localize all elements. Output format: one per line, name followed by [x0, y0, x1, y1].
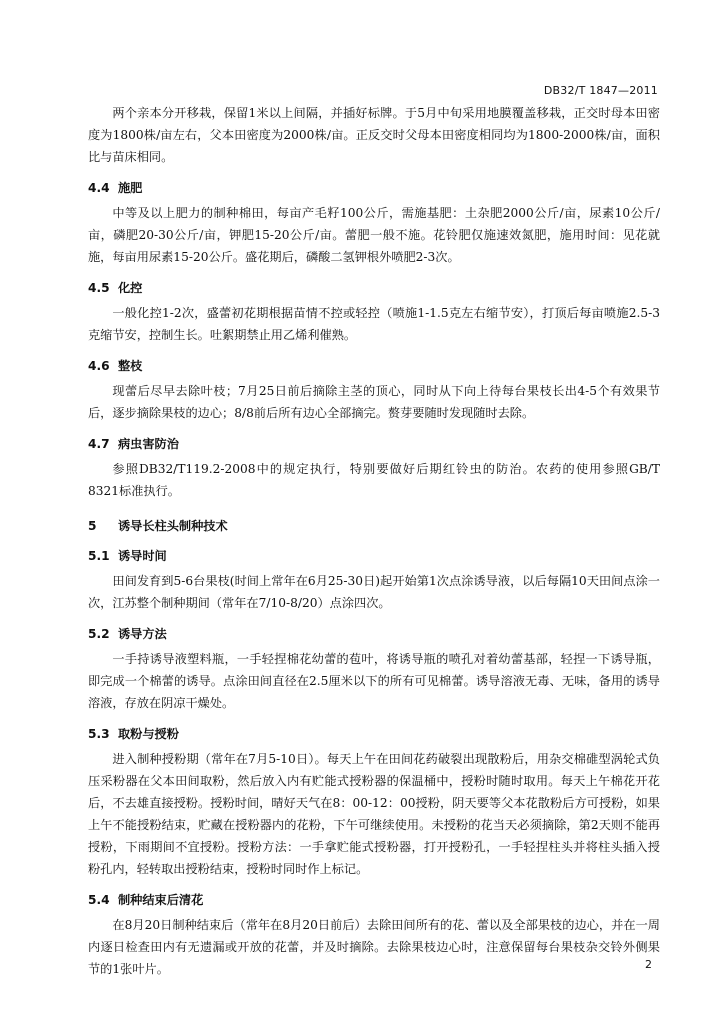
heading-title: 取粉与授粉 [118, 727, 179, 741]
heading-title: 诱导长柱头制种技术 [118, 519, 228, 533]
heading-title: 整枝 [118, 359, 143, 373]
page-number: 2 [645, 958, 652, 971]
paragraph: 一般化控1-2次，盛蕾初花期根据苗情不控或轻控（喷施1-1.5克左右缩节安），打顶后每亩喷施2.5-3克缩节安，控制生长。吐絮期禁止用乙烯利催熟。 [88, 306, 660, 342]
paragraph: 在8月20日制种结束后（常年在8月20日前后）去除田间所有的花、蕾以及全部果枝的边心，并在一周内逐日检查田内有无遗漏或开放的花蕾，并及时摘除。去除果枝边心时，注意保留每台果枝杂交铃外侧果节的1张叶片。 [88, 918, 660, 976]
paragraph: 现蕾后尽早去除叶枝；7月25日前后摘除主茎的顶心，同时从下向上待每台果枝长出4-5个有效果节后，逐步摘除果枝的边心；8/8前后所有边心全部摘完。赘芽要随时发现随时去除。 [88, 384, 660, 420]
heading-title: 病虫害防治 [118, 437, 179, 451]
heading-title: 施肥 [118, 181, 143, 195]
heading-number: 4.5 [88, 281, 110, 295]
document-code: DB32/T 1847—2011 [543, 84, 658, 97]
paragraph: 田间发育到5-6台果枝(时间上常年在6月25-30日)起开始第1次点涂诱导液，以后每隔10天田间点涂一次，江苏整个制种期间（常年在7/10-8/20）点涂四次。 [88, 574, 660, 610]
heading-number: 5.3 [88, 727, 110, 741]
heading-number: 5 [88, 519, 97, 533]
heading-title: 制种结束后清花 [118, 893, 204, 907]
heading-number: 4.6 [88, 359, 110, 373]
heading-number: 5.4 [88, 893, 110, 907]
heading-title: 诱导方法 [118, 627, 167, 641]
heading-number: 4.4 [88, 181, 110, 195]
subsection-heading [88, 178, 660, 198]
heading-number: 5.1 [88, 549, 110, 563]
heading-title: 诱导时间 [118, 549, 167, 563]
subsection-heading [88, 356, 660, 376]
paragraph: 参照DB32/T119.2-2008中的规定执行，特别要做好后期红铃虫的防治。农药的使用参照GB/T 8321标准执行。 [88, 462, 660, 498]
subsection-heading [88, 278, 660, 298]
section-heading [88, 516, 660, 536]
paragraph: 两个亲本分开移栽，保留1米以上间隔，并插好标牌。于5月中旬采用地膜覆盖移栽，正交时母本田密度为1800株/亩左右，父本田密度为2000株/亩。正反交时父母本田密度相同均为1800-2000株/亩，面积比与苗床相同。 [88, 106, 660, 164]
subsection-heading [88, 724, 660, 744]
heading-number: 5.2 [88, 627, 110, 641]
document-body [88, 98, 660, 986]
subsection-heading [88, 890, 660, 910]
heading-number: 4.7 [88, 437, 110, 451]
subsection-heading [88, 546, 660, 566]
paragraph: 进入制种授粉期（常年在7月5-10日）。每天上午在田间花药破裂出现散粉后，用杂交棉碓型涡轮式负压采粉器在父本田间取粉，然后放入内有贮能式授粉器的保温桶中，授粉时随时取用。每天上午棉花开花后，不去雄直接授粉。授粉时间，晴好天气在8：00-12：00授粉，阴天要等父本花散粉后方可授粉，如果上午不能授粉结束，贮藏在授粉器内的花粉，下午可继续使用。未授粉的花当天必须摘除，第2天则不能再授粉，下雨期间不宜授粉。授粉方法：一手拿贮能式授粉器，打开授粉孔，一手轻捏柱头并将柱头插入授粉孔内，轻转取出授粉结束，授粉时同时作上标记。 [88, 752, 660, 876]
subsection-heading [88, 624, 660, 644]
paragraph: 中等及以上肥力的制种棉田，每亩产毛籽100公斤，需施基肥：土杂肥2000公斤/亩，尿素10公斤/亩，磷肥20-30公斤/亩，钾肥15-20公斤/亩。蕾肥一般不施。花铃肥仅施速效氮肥，施用时间：见花就施，每亩用尿素15-20公斤。盛花期后，磷酸二氢钾根外喷肥2-3次。 [88, 206, 660, 264]
subsection-heading [88, 434, 660, 454]
heading-title: 化控 [118, 281, 143, 295]
paragraph: 一手持诱导液塑料瓶，一手轻捏棉花幼蕾的苞叶，将诱导瓶的喷孔对着幼蕾基部，轻捏一下诱导瓶，即完成一个棉蕾的诱导。点涂田间直径在2.5厘米以下的所有可见棉蕾。诱导溶液无毒、无味，备用的诱导溶液，存放在阴凉干燥处。 [88, 652, 660, 710]
